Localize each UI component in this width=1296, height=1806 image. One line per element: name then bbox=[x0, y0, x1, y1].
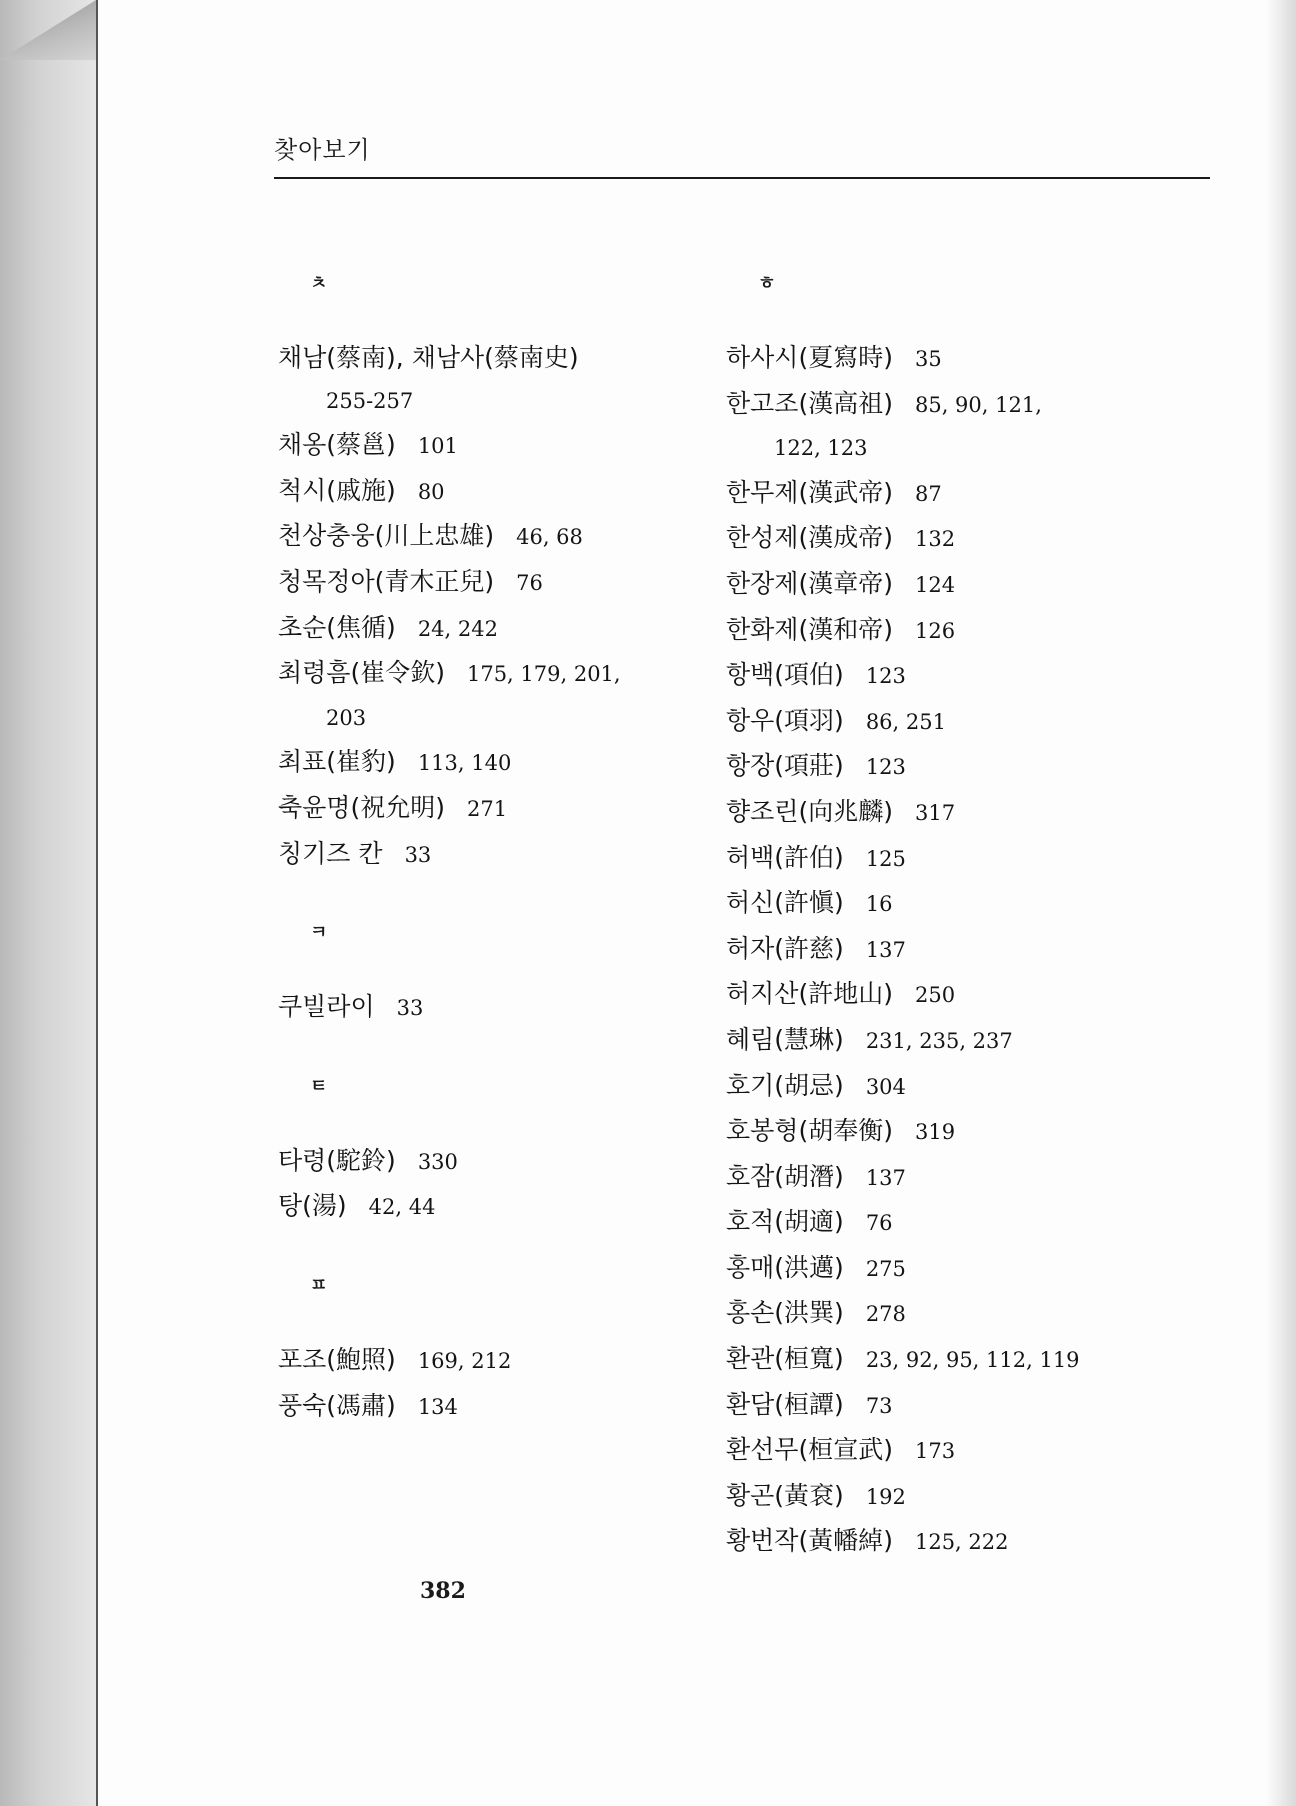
index-page-refs: 87 bbox=[914, 481, 942, 506]
index-term: 허자(許慈) bbox=[726, 933, 844, 963]
index-page-refs: 101 bbox=[417, 434, 458, 459]
index-page-refs: 134 bbox=[417, 1394, 458, 1419]
section-gap bbox=[278, 1230, 708, 1270]
index-page-refs: 330 bbox=[417, 1149, 458, 1174]
index-column-left bbox=[278, 268, 708, 1429]
index-page-refs: 123 bbox=[865, 755, 906, 780]
index-page-refs: 271 bbox=[466, 796, 508, 821]
index-entry bbox=[726, 608, 1196, 654]
index-entry bbox=[726, 1246, 1196, 1292]
index-entry bbox=[726, 1291, 1196, 1337]
index-section-letter: ㅍ bbox=[310, 1274, 328, 1296]
index-term: 천상충웅(川上忠雄) bbox=[278, 521, 495, 551]
index-entry bbox=[278, 651, 708, 740]
index-term: 하사시(夏寫時) bbox=[726, 343, 893, 372]
index-term: 탕(湯) bbox=[278, 1191, 347, 1221]
index-entry bbox=[726, 1428, 1196, 1474]
index-page-refs-continued: 122, 123 bbox=[774, 436, 868, 461]
index-page-refs: 33 bbox=[404, 842, 432, 867]
index-page-refs: 23, 92, 95, 112, 119 bbox=[865, 1348, 1080, 1373]
index-entry bbox=[726, 1337, 1196, 1383]
index-page-refs-continued: 203 bbox=[326, 705, 367, 730]
index-entry bbox=[278, 423, 708, 469]
book-spine bbox=[0, 0, 96, 1806]
index-page-refs: 317 bbox=[914, 800, 956, 825]
index-page-refs: 124 bbox=[914, 572, 956, 597]
index-page-refs: 126 bbox=[914, 618, 956, 643]
index-page-refs: 319 bbox=[914, 1120, 956, 1145]
index-term: 항장(項莊) bbox=[726, 751, 844, 781]
index-entry bbox=[726, 1109, 1196, 1155]
index-term: 항백(項伯) bbox=[726, 660, 844, 690]
index-term: 호잠(胡潛) bbox=[726, 1161, 844, 1191]
index-entry bbox=[726, 881, 1196, 927]
index-entry bbox=[726, 1474, 1196, 1520]
section-gap bbox=[278, 877, 708, 917]
section-gap bbox=[278, 1103, 708, 1139]
section-gap bbox=[278, 1031, 708, 1071]
index-page-refs: 113, 140 bbox=[417, 751, 512, 776]
index-page-refs: 173 bbox=[914, 1439, 956, 1464]
header-title: 찾아보기 bbox=[274, 136, 371, 164]
index-term: 채옹(蔡邕) bbox=[278, 430, 396, 460]
index-entry bbox=[278, 469, 708, 515]
index-term: 청목정아(青木正兒) bbox=[278, 566, 495, 596]
index-entry bbox=[278, 560, 708, 606]
index-term: 황곤(黃袞) bbox=[726, 1480, 844, 1510]
index-term: 한무제(漢武帝) bbox=[726, 477, 893, 507]
index-entry bbox=[726, 1519, 1196, 1565]
index-entry bbox=[278, 786, 708, 832]
index-entry bbox=[726, 972, 1196, 1018]
index-entry bbox=[278, 606, 708, 652]
index-entry bbox=[726, 471, 1196, 517]
index-entry bbox=[726, 744, 1196, 790]
index-term: 황번작(黃幡綽) bbox=[726, 1526, 893, 1556]
index-term: 한장제(漢章帝) bbox=[726, 568, 893, 598]
index-term: 채남(蔡南), 채남사(蔡南史) bbox=[278, 343, 579, 372]
index-term: 홍매(洪邁) bbox=[726, 1252, 844, 1282]
index-page-refs: 169, 212 bbox=[417, 1348, 512, 1373]
index-page-refs: 250 bbox=[914, 983, 956, 1008]
index-term: 환관(桓寬) bbox=[726, 1344, 844, 1374]
index-page-refs: 137 bbox=[865, 937, 906, 962]
running-header bbox=[274, 130, 1210, 179]
index-section-letter: ㅋ bbox=[310, 922, 328, 944]
index-entry bbox=[726, 336, 1196, 382]
index-term: 호기(胡忌) bbox=[726, 1070, 844, 1100]
index-page-refs: 85, 90, 121, bbox=[914, 392, 1042, 417]
index-entry bbox=[278, 740, 708, 786]
index-term: 척시(戚施) bbox=[278, 475, 396, 505]
index-entry bbox=[726, 1018, 1196, 1064]
index-page-refs: 46, 68 bbox=[516, 525, 583, 550]
index-term: 허신(許愼) bbox=[726, 888, 844, 918]
index-page-refs: 137 bbox=[865, 1165, 906, 1190]
index-term: 항우(項羽) bbox=[726, 705, 844, 735]
index-page-refs: 35 bbox=[914, 347, 942, 371]
index-entry bbox=[278, 514, 708, 560]
page-sheet bbox=[96, 0, 1296, 1806]
index-entry bbox=[278, 1338, 708, 1384]
index-term: 포조(鮑照) bbox=[278, 1344, 396, 1374]
index-term: 최표(崔豹) bbox=[278, 747, 396, 777]
page-number: 382 bbox=[420, 1578, 466, 1604]
index-page-refs: 24, 242 bbox=[417, 616, 498, 641]
index-term: 타령(駝鈴) bbox=[278, 1145, 396, 1175]
section-gap bbox=[278, 1302, 708, 1338]
section-gap bbox=[278, 949, 708, 985]
index-entry bbox=[278, 832, 708, 878]
index-entry bbox=[278, 336, 708, 423]
index-entry bbox=[726, 516, 1196, 562]
index-page-refs: 73 bbox=[865, 1393, 893, 1418]
index-entry bbox=[726, 1064, 1196, 1110]
index-page-refs: 123 bbox=[865, 664, 906, 689]
index-entry bbox=[726, 1200, 1196, 1246]
index-column-right bbox=[726, 268, 1196, 1565]
index-page-refs: 76 bbox=[516, 570, 543, 595]
index-page-refs: 132 bbox=[914, 527, 956, 552]
index-term: 축윤명(祝允明) bbox=[278, 792, 445, 822]
index-term: 최령흠(崔令欽) bbox=[278, 658, 445, 688]
index-entry bbox=[278, 1139, 708, 1185]
index-term: 혜림(慧琳) bbox=[726, 1024, 844, 1054]
index-term: 홍손(洪巽) bbox=[726, 1298, 844, 1328]
index-term: 초순(焦循) bbox=[278, 612, 396, 642]
index-term: 한성제(漢成帝) bbox=[726, 523, 893, 553]
index-page-refs: 231, 235, 237 bbox=[865, 1028, 1013, 1053]
index-section-letter: ㅊ bbox=[310, 273, 328, 294]
index-entry bbox=[278, 985, 708, 1031]
index-term: 칭기즈 칸 bbox=[278, 838, 383, 868]
index-entry bbox=[726, 790, 1196, 836]
index-entry bbox=[726, 1155, 1196, 1201]
index-page-refs: 278 bbox=[865, 1302, 906, 1327]
index-page-refs: 192 bbox=[865, 1484, 906, 1509]
index-entry bbox=[278, 1184, 708, 1230]
section-gap bbox=[278, 300, 708, 336]
index-page-refs: 175, 179, 201, bbox=[466, 662, 621, 687]
index-page-refs: 76 bbox=[865, 1211, 893, 1236]
index-page-refs: 125, 222 bbox=[914, 1530, 1009, 1555]
index-entry bbox=[726, 1383, 1196, 1429]
index-term: 허지산(許地山) bbox=[726, 979, 893, 1009]
index-page-refs: 125 bbox=[865, 846, 906, 871]
index-term: 풍숙(馮肅) bbox=[278, 1390, 396, 1420]
index-entry bbox=[278, 1384, 708, 1430]
index-term: 향조린(向兆麟) bbox=[726, 796, 893, 826]
index-term: 호적(胡適) bbox=[726, 1207, 844, 1237]
index-term: 쿠빌라이 bbox=[278, 992, 375, 1022]
index-page-refs: 86, 251 bbox=[865, 709, 946, 734]
index-page-refs: 255-257 bbox=[326, 388, 414, 413]
index-term: 허백(許伯) bbox=[726, 842, 844, 872]
index-entry bbox=[726, 653, 1196, 699]
index-page-refs: 33 bbox=[396, 996, 424, 1021]
index-page-refs: 304 bbox=[865, 1074, 906, 1099]
index-term: 호봉형(胡奉衡) bbox=[726, 1116, 893, 1146]
index-entry bbox=[726, 836, 1196, 882]
page-edge-shadow bbox=[1266, 0, 1296, 1806]
index-entry bbox=[726, 699, 1196, 745]
index-section-letter: ㅌ bbox=[310, 1075, 328, 1097]
index-term: 환선무(桓宣武) bbox=[726, 1435, 893, 1465]
index-page-refs: 275 bbox=[865, 1256, 906, 1281]
section-gap bbox=[726, 300, 1196, 336]
index-term: 한화제(漢和帝) bbox=[726, 614, 893, 644]
index-page-refs: 42, 44 bbox=[368, 1195, 436, 1220]
index-entry bbox=[726, 382, 1196, 471]
index-section-letter: ㅎ bbox=[758, 273, 776, 294]
index-entry bbox=[726, 927, 1196, 973]
index-entry bbox=[726, 562, 1196, 608]
index-term: 한고조(漢高祖) bbox=[726, 388, 893, 418]
index-page-refs: 16 bbox=[865, 892, 893, 917]
index-page-refs: 80 bbox=[417, 479, 445, 504]
index-term: 환담(桓譚) bbox=[726, 1389, 844, 1419]
